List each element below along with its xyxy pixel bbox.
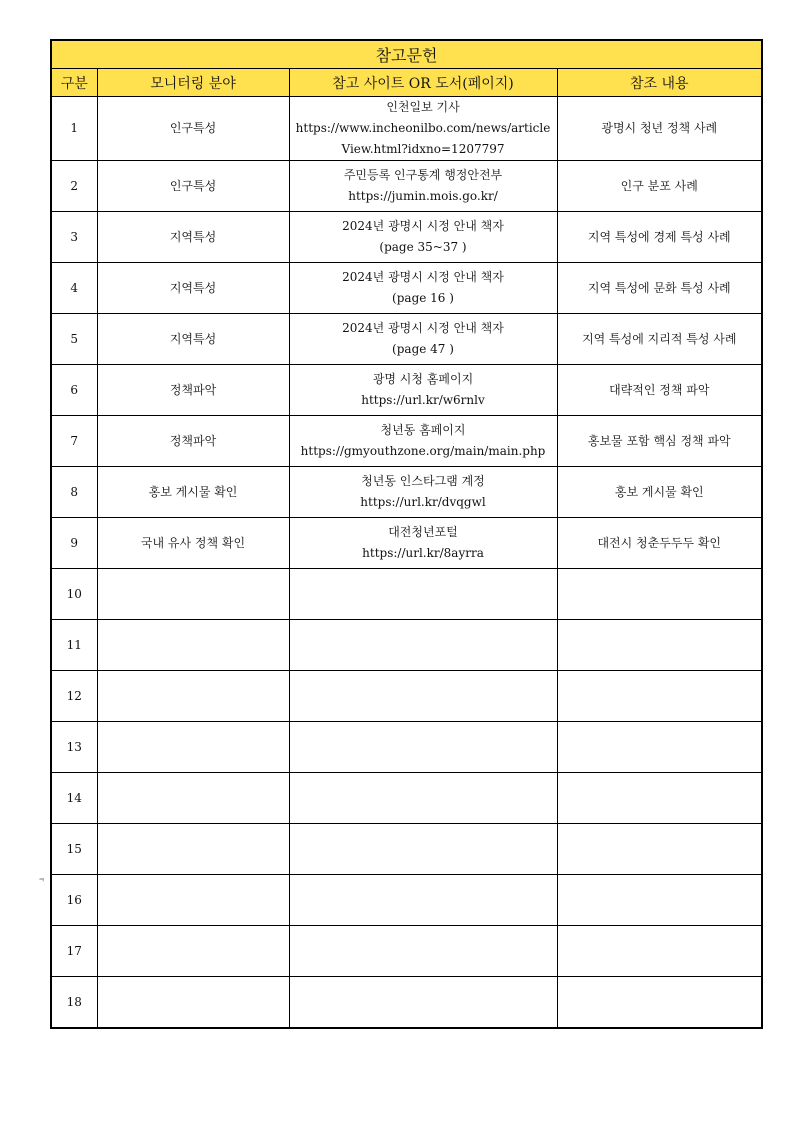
reference-content-cell	[557, 671, 762, 722]
table-row	[51, 620, 762, 671]
monitoring-field-cell	[97, 875, 289, 926]
table-row	[51, 467, 762, 518]
row-number: 15	[51, 824, 97, 875]
monitoring-field-cell	[97, 722, 289, 773]
monitoring-field-cell: 지역특성	[97, 212, 289, 263]
reference-content-cell: 홍보 게시물 확인	[557, 467, 762, 518]
monitoring-field-cell	[97, 671, 289, 722]
source-cell	[289, 875, 557, 926]
row-number: 17	[51, 926, 97, 977]
row-number: 12	[51, 671, 97, 722]
reference-content-cell	[557, 824, 762, 875]
source-cell	[289, 212, 557, 263]
source-cell	[289, 824, 557, 875]
source-cell	[289, 671, 557, 722]
source-cell	[289, 620, 557, 671]
table-row	[51, 416, 762, 467]
monitoring-field-cell	[97, 773, 289, 824]
reference-content-cell: 광명시 청년 정책 사례	[557, 97, 762, 161]
monitoring-field-cell: 정책파악	[97, 416, 289, 467]
monitoring-field-cell	[97, 977, 289, 1029]
table-row	[51, 722, 762, 773]
source-cell	[289, 263, 557, 314]
table-row	[51, 518, 762, 569]
table-title-row	[51, 40, 762, 69]
table-header-row	[51, 69, 762, 97]
reference-content-cell	[557, 569, 762, 620]
reference-content-cell: 지역 특성에 경제 특성 사례	[557, 212, 762, 263]
source-title: 2024년 광명시 시정 안내 책자	[342, 321, 504, 335]
monitoring-field-cell: 정책파악	[97, 365, 289, 416]
row-number: 18	[51, 977, 97, 1029]
source-cell	[289, 722, 557, 773]
monitoring-field-cell: 인구특성	[97, 97, 289, 161]
table-row	[51, 926, 762, 977]
source-url[interactable]: https://jumin.mois.go.kr/	[348, 189, 498, 203]
row-number: 14	[51, 773, 97, 824]
source-url[interactable]: https://url.kr/dvqgwl	[360, 495, 486, 509]
source-title: 주민등록 인구통계 행정안전부	[343, 168, 503, 182]
reference-content-cell: 대전시 청춘두두두 확인	[557, 518, 762, 569]
source-title: (page 16 )	[392, 291, 454, 305]
source-cell	[289, 467, 557, 518]
row-number: 8	[51, 467, 97, 518]
reference-content-cell: 대략적인 정책 파악	[557, 365, 762, 416]
monitoring-field-cell	[97, 926, 289, 977]
header-source: 참고 사이트 OR 도서(페이지)	[289, 69, 557, 97]
monitoring-field-cell: 국내 유사 정책 확인	[97, 518, 289, 569]
table-body	[51, 97, 762, 1029]
source-title: (page 47 )	[392, 342, 454, 356]
reference-table	[50, 39, 763, 1029]
source-cell	[289, 314, 557, 365]
reference-content-cell: 인구 분포 사례	[557, 161, 762, 212]
reference-content-cell: 홍보물 포함 핵심 정책 파악	[557, 416, 762, 467]
source-title: 대전청년포털	[388, 525, 458, 539]
source-url[interactable]: https://www.incheonilbo.com/news/articleView.html?idxno=1207797	[295, 121, 551, 156]
reference-content-cell: 지역 특성에 문화 특성 사례	[557, 263, 762, 314]
header-number: 구분	[51, 69, 97, 97]
reference-content-cell: 지역 특성에 지리적 특성 사례	[557, 314, 762, 365]
table-row	[51, 671, 762, 722]
monitoring-field-cell	[97, 620, 289, 671]
source-title: (page 35~37 )	[379, 240, 467, 254]
row-number: 9	[51, 518, 97, 569]
table-row	[51, 773, 762, 824]
table-row	[51, 569, 762, 620]
reference-content-cell	[557, 875, 762, 926]
source-title: 2024년 광명시 시정 안내 책자	[342, 219, 504, 233]
row-number: 5	[51, 314, 97, 365]
source-title: 청년동 인스타그램 계정	[361, 474, 485, 488]
table-row	[51, 97, 762, 161]
row-number: 11	[51, 620, 97, 671]
row-number: 1	[51, 97, 97, 161]
reference-content-cell	[557, 773, 762, 824]
monitoring-field-cell: 인구특성	[97, 161, 289, 212]
row-number: 6	[51, 365, 97, 416]
source-title: 2024년 광명시 시정 안내 책자	[342, 270, 504, 284]
source-cell	[289, 977, 557, 1029]
source-cell	[289, 773, 557, 824]
source-cell	[289, 518, 557, 569]
table-row	[51, 875, 762, 926]
source-cell	[289, 161, 557, 212]
reference-content-cell	[557, 722, 762, 773]
header-monitoring-field: 모니터링 분야	[97, 69, 289, 97]
monitoring-field-cell: 지역특성	[97, 314, 289, 365]
source-title: 인천일보 기사	[386, 100, 460, 114]
row-number: 7	[51, 416, 97, 467]
header-reference-content: 참조 내용	[557, 69, 762, 97]
row-number: 13	[51, 722, 97, 773]
source-cell	[289, 365, 557, 416]
reference-content-cell	[557, 620, 762, 671]
source-cell	[289, 97, 557, 161]
table-row	[51, 365, 762, 416]
monitoring-field-cell	[97, 569, 289, 620]
table-row	[51, 824, 762, 875]
monitoring-field-cell: 지역특성	[97, 263, 289, 314]
source-title: 청년동 홈페이지	[380, 423, 466, 437]
source-url[interactable]: https://gmyouthzone.org/main/main.php	[300, 444, 546, 458]
row-number: 4	[51, 263, 97, 314]
table-row	[51, 314, 762, 365]
source-url[interactable]: https://url.kr/8ayrra	[362, 546, 484, 560]
table-row	[51, 212, 762, 263]
monitoring-field-cell: 홍보 게시물 확인	[97, 467, 289, 518]
row-number: 16	[51, 875, 97, 926]
reference-content-cell	[557, 926, 762, 977]
margin-mark: ㅋ	[38, 876, 45, 884]
row-number: 10	[51, 569, 97, 620]
row-number: 2	[51, 161, 97, 212]
source-cell	[289, 416, 557, 467]
row-number: 3	[51, 212, 97, 263]
monitoring-field-cell	[97, 824, 289, 875]
source-title: 광명 시청 홈페이지	[372, 372, 474, 386]
source-url[interactable]: https://url.kr/w6rnlv	[361, 393, 485, 407]
table-row	[51, 263, 762, 314]
source-cell	[289, 569, 557, 620]
reference-content-cell	[557, 977, 762, 1029]
table-row	[51, 977, 762, 1029]
table-row	[51, 161, 762, 212]
source-cell	[289, 926, 557, 977]
table-title: 참고문헌	[51, 40, 762, 69]
